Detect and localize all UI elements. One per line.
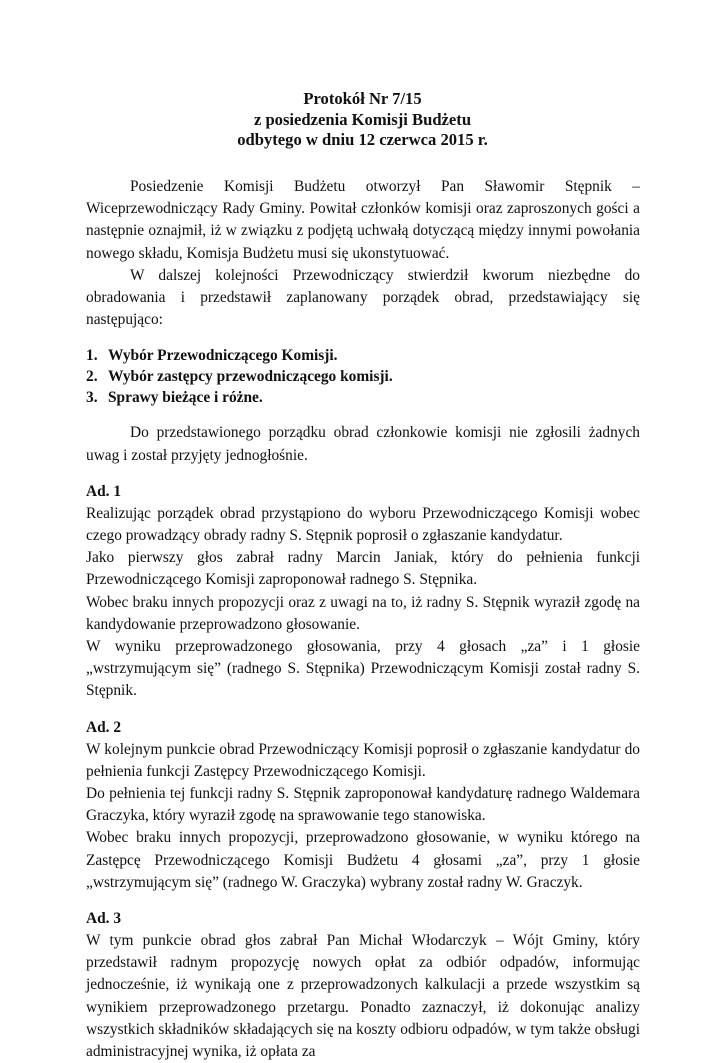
section-paragraph: W wyniku przeprowadzonego głosowania, przy 4 głosach „za” i 1 głosie „wstrzymującym się” (radnego S. Stępnika) Przewodniczącym Komisji został radny S. Stępnik.	[86, 638, 640, 700]
agenda-item-number: 3.	[86, 389, 98, 407]
title-line-2: z posiedzenia Komisji Budżetu	[253, 109, 472, 129]
section-paragraph: Do pełnienia tej funkcji radny S. Stępnik zaproponował kandydaturę radnego Waldemara Graczyka, który wyraził zgodę na sprawowanie tego stanowiska.	[86, 785, 640, 825]
section-ad-3	[86, 908, 640, 1063]
section-heading: Ad. 3	[86, 910, 122, 928]
section-ad-2	[86, 717, 640, 894]
title-line-3: odbytego w dniu 12 czerwca 2015 r.	[237, 130, 488, 149]
section-heading: Ad. 1	[86, 482, 122, 500]
document-body	[86, 176, 640, 1063]
agenda-item-text: Wybór zastępcy przewodniczącego komisji.	[108, 368, 393, 386]
section-paragraph: W kolejnym punkcie obrad Przewodniczący Komisji poprosił o zgłaszanie kandydatur do pełnienia funkcji Zastępcy Przewodniczącego Komisji.	[86, 740, 640, 780]
agenda-item-number: 2.	[86, 368, 98, 386]
section-ad-1	[86, 481, 640, 703]
section-paragraph: Wobec braku innych propozycji, przeprowadzono głosowanie, w wyniku którego na Zastępcę Przewodniczącego Komisji Budżetu 4 głosami „za”, przy 1 głosie „wstrzymującym się” (radnego W. Graczyka) wybrany został radny W. Graczyk.	[86, 829, 640, 891]
title-line-1: Protokół Nr 7/15	[303, 89, 422, 108]
intro-paragraph-2: W dalszej kolejności Przewodniczący stwierdził kworum niezbędne do obradowania i przedstawił zaplanowany porządek obrad, przedstawiający się następująco:	[86, 266, 640, 329]
section-heading: Ad. 2	[86, 718, 122, 736]
section-paragraph: W tym punkcie obrad głos zabrał Pan Michał Włodarczyk – Wójt Gminy, który przedstawił radnym propozycję nowych opłat za odbiór odpadów, informując jednocześnie, iż wynikają one z przeprowadzonych kalkulacji a przede wszystkim są wynikiem przeprowadzonego przetargu. Ponadto zaznaczył, iż dokonując analizy wszystkich składników składających się na koszty odbioru odpadów, w tym także obsługi administracyjnej wynika, iż opłata za	[86, 932, 640, 1061]
section-paragraph: Realizując porządek obrad przystąpiono do wyboru Przewodniczącego Komisji wobec czego prowadzący obrady radny S. Stępnik poprosił o zgłaszanie kandydatur.	[86, 504, 640, 545]
section-paragraph: Jako pierwszy głos zabrał radny Marcin Janiak, który do pełnienia funkcji Przewodniczącego Komisji zaproponował radnego S. Stępnika.	[86, 549, 640, 589]
intro-paragraph-1: Posiedzenie Komisji Budżetu otworzył Pan Sławomir Stępnik – Wiceprzewodniczący Rady Gminy. Powitał członków komisji oraz zaproszonych gości a następnie oznajmił, iż w związku z podjętą uchwałą dotyczącą między innymi powołania nowego składu, Komisja Budżetu musi się ukonstytuować.	[86, 178, 640, 262]
document-title	[0, 89, 725, 151]
agenda-item	[86, 345, 640, 366]
agenda-item-number: 1.	[86, 347, 98, 365]
agenda-note: Do przedstawionego porządku obrad członkowie komisji nie zgłosili żadnych uwag i został przyjęty jednogłośnie.	[86, 424, 640, 464]
agenda-item-text: Wybór Przewodniczącego Komisji.	[108, 347, 338, 365]
agenda-list	[86, 345, 640, 408]
section-paragraph: Wobec braku innych propozycji oraz z uwagi na to, iż radny S. Stępnik wyraził zgodę na kandydowanie przeprowadzono głosowanie.	[86, 593, 640, 633]
agenda-item	[86, 387, 640, 408]
agenda-item	[86, 366, 640, 387]
agenda-item-text: Sprawy bieżące i różne.	[108, 389, 263, 407]
